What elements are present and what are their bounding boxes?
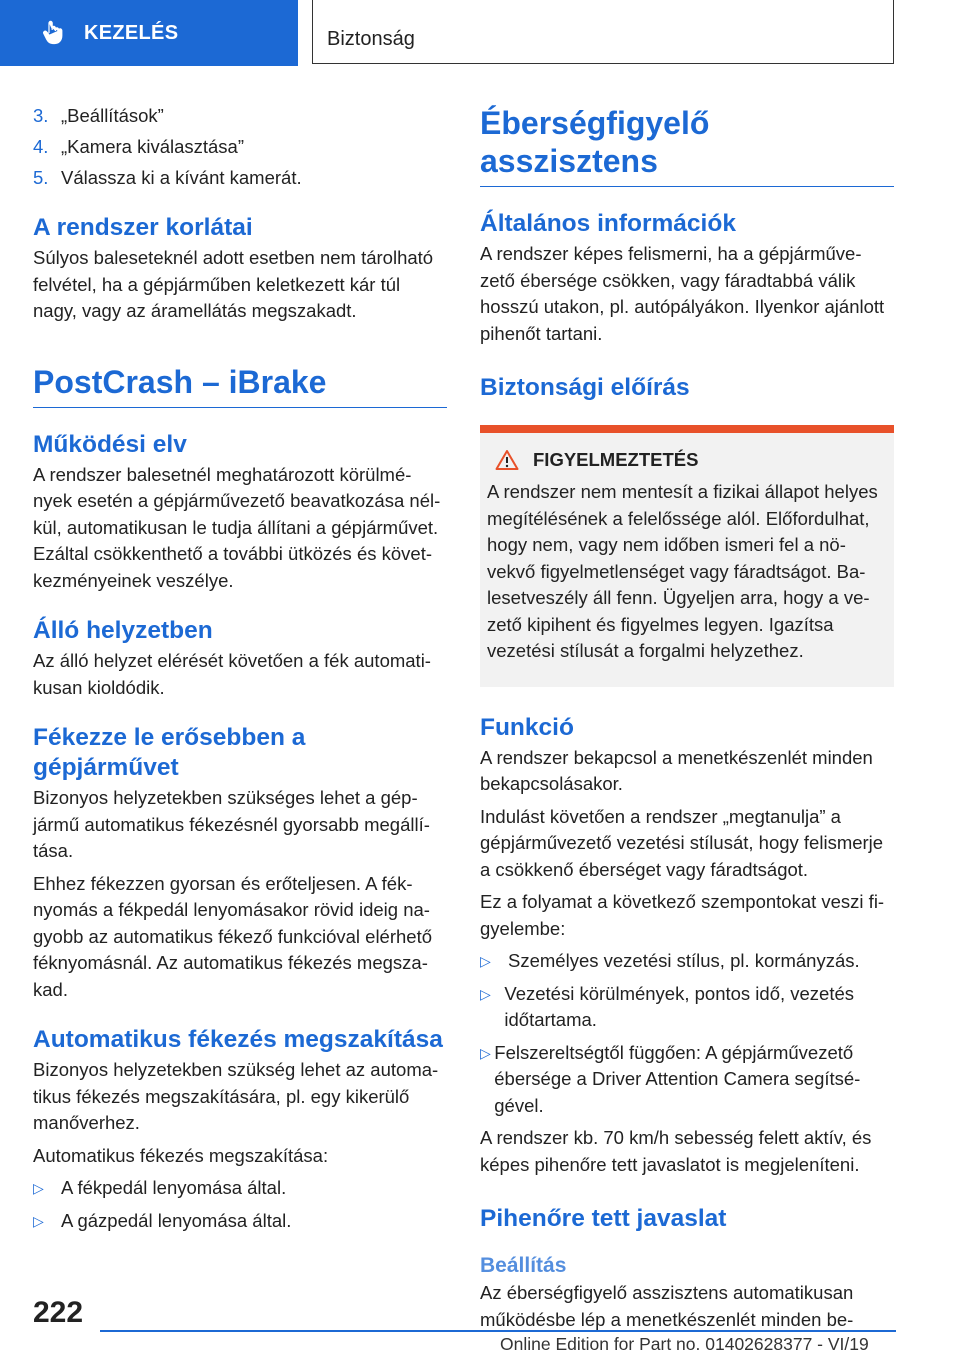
attention-assistant-heading: Éberségfigyelő asszisztens xyxy=(480,104,894,187)
hand-pointer-icon xyxy=(40,20,66,46)
brake-harder-heading: Fékezze le erősebben a gépjárművet xyxy=(33,724,306,781)
step-number: 3. xyxy=(33,105,49,126)
step-item xyxy=(33,131,447,162)
warning-label: FIGYELMEZTETÉS xyxy=(533,449,699,470)
section-tab[interactable] xyxy=(0,0,298,66)
step-item xyxy=(33,162,447,193)
limits-heading: A rendszer korlátai xyxy=(33,214,253,241)
step-text: „Beállítások” xyxy=(61,105,164,126)
cancel-bullet-list xyxy=(33,1175,447,1234)
edition-footer: Online Edition for Part no. 01402628377 - VI/19 xyxy=(500,1334,869,1354)
list-item xyxy=(480,1040,894,1120)
list-item-text: Felszereltségtől függően: A gépjárművezető ébersége a Driver Attention Camera segítsé‐ gével. xyxy=(494,1041,861,1116)
warning-text: A rendszer nem mentesít a fizikai állapot helyes megítélésének a felelőssége alól. Előfordulhat, hogy nem, vagy nem időben ismeri fel a nö‐ vekvő figyelmetlenséget vagy fáradtságot. Ba‐ lesetveszély áll fenn. Ügyeljen arra, hogy a ve‐ zető kipihent és figyelmes legyen. Igazítsa vezetési stílusát a forgalmi helyzethez. xyxy=(487,481,878,661)
list-item xyxy=(33,1208,447,1235)
triangle-bullet-icon: ▷ xyxy=(480,1044,491,1061)
left-column xyxy=(33,100,447,1234)
step-item xyxy=(33,100,447,131)
function-text-4: A rendszer kb. 70 km/h sebesség felett aktív, és képes pihenőre tett javaslatot is megjeleníteni. xyxy=(480,1127,872,1175)
triangle-bullet-icon: ▷ xyxy=(480,953,491,969)
safety-heading: Biztonsági előírás xyxy=(480,374,690,401)
general-info-heading: Általános információk xyxy=(480,210,736,237)
cancel-braking-text-2: Automatikus fékezés megszakítása: xyxy=(33,1144,329,1166)
triangle-bullet-icon: ▷ xyxy=(33,1212,44,1229)
footer-divider xyxy=(100,1330,896,1332)
function-heading: Funkció xyxy=(480,713,574,741)
warning-box xyxy=(480,425,894,687)
setting-heading: Beállítás xyxy=(480,1254,567,1277)
function-text-2: Indulást követően a rendszer „megtanulja” a gépjárművezető vezetési stílusát, hogy felismerje a csökkenő éberséget vagy fáradtságot. xyxy=(480,805,884,880)
standstill-text: Az álló helyzet elérését követően a fék automati‐ kusan kioldódik. xyxy=(33,650,431,698)
step-list xyxy=(33,100,447,193)
step-text: Válassza ki a kívánt kamerát. xyxy=(61,167,302,188)
rest-suggestion-heading: Pihenőre tett javaslat xyxy=(480,1205,727,1232)
step-text: „Kamera kiválasztása” xyxy=(61,136,245,157)
function-text-3: Ez a folyamat a következő szempontokat veszi fi‐ gyelembe: xyxy=(480,891,885,939)
list-item-text: Vezetési körülmények, pontos idő, vezetés időtartama. xyxy=(504,982,855,1030)
warning-triangle-icon xyxy=(495,449,519,471)
right-column xyxy=(480,100,894,1333)
cancel-braking-heading: Automatikus fékezés megszakítása xyxy=(33,1026,443,1053)
general-info-text: A rendszer képes felismerni, ha a gépjárműve‐ zető ébersége csökken, vagy fáradtabbá válik hosszú utakon, pl. autópályákon. Ilyenkor ajánlott pihenőt tartani. xyxy=(480,243,885,344)
list-item xyxy=(33,1175,447,1202)
limits-text: Súlyos baleseteknél adott esetben nem tárolható felvétel, ha a gépjárműben keletkezett kár túl nagy, vagy az áramellátás megszakadt. xyxy=(33,247,434,321)
setting-text: Az éberségfigyelő asszisztens automatikusan működésbe lép a menetkészenlét minden be‐ xyxy=(480,1282,854,1330)
standstill-heading: Álló helyzetben xyxy=(33,617,213,644)
list-item-text: Személyes vezetési stílus, pl. kormányzás. xyxy=(508,950,860,971)
list-item xyxy=(480,981,894,1034)
principle-heading: Működési elv xyxy=(33,430,187,458)
brake-harder-text-2: Ehhez fékezzen gyorsan és erőteljesen. A fék‐ nyomás a fékpedál lenyomásakor rövid ideig na‐ gyobb az automatikus fékező funkcióval elérhető féknyomásnál. Az automatikus fékezés megsza‐ kad. xyxy=(33,872,433,1000)
step-number: 4. xyxy=(33,136,49,157)
section-label: KEZELÉS xyxy=(84,21,179,44)
triangle-bullet-icon: ▷ xyxy=(33,1180,44,1196)
list-item-text: A fékpedál lenyomása által. xyxy=(61,1177,287,1198)
function-text-1: A rendszer bekapcsol a menetkészenlét minden bekapcsolásakor. xyxy=(480,746,873,794)
warning-title xyxy=(495,449,886,471)
chapter-header xyxy=(312,0,894,64)
triangle-bullet-icon: ▷ xyxy=(480,985,491,1002)
list-item-text: A gázpedál lenyomása által. xyxy=(61,1209,292,1231)
brake-harder-text-1: Bizonyos helyzetekben szükséges lehet a gép‐ jármű automatikus fékezésnél gyorsabb megállí‐ tása. xyxy=(33,787,430,861)
function-bullet-list xyxy=(480,948,894,1119)
step-number: 5. xyxy=(33,167,49,188)
page-number: 222 xyxy=(33,1296,84,1329)
cancel-braking-text-1: Bizonyos helyzetekben szükség lehet az automa‐ tikus fékezés megszakítására, pl. egy kikerülő manőverhez. xyxy=(33,1059,439,1133)
principle-text: A rendszer balesetnél meghatározott körülmé‐ nyek esetén a gépjárművezető beavatkozása nél‐ kül, automatikusan le tudja állítani a gépjárművet. Ezáltal csökkenthető a további ütközés és követ‐ kezményeinek veszélye. xyxy=(33,463,441,591)
chapter-title: Biztonság xyxy=(327,28,415,50)
list-item xyxy=(480,948,894,975)
postcrash-heading: PostCrash – iBrake xyxy=(33,363,447,408)
